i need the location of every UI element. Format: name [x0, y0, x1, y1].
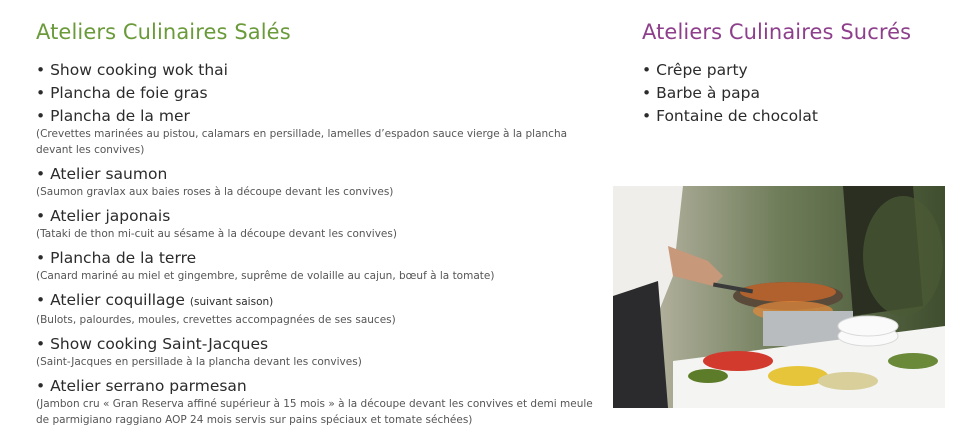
savory-item-name: • Plancha de la terre: [36, 248, 596, 268]
savory-item: [36, 248, 596, 284]
sweet-item-name: • Crêpe party: [642, 60, 952, 80]
savory-item: [36, 376, 596, 428]
savory-item-name-text: Atelier coquillage: [50, 291, 185, 309]
sweet-item-name: • Barbe à papa: [642, 83, 952, 103]
savory-item-description: (Saumon gravlax aux baies roses à la découpe devant les convives): [36, 186, 394, 198]
savory-item-description: (Jambon cru « Gran Reserva affiné supérieur à 15 mois » à la découpe devant les convives et demi meule de parmigiano raggiano AOP 24 mois servis sur pains spéciaux et tomate séchées): [36, 398, 593, 426]
savory-item-description: (Saint-Jacques en persillade à la plancha devant les convives): [36, 356, 362, 368]
savory-item-description: (Bulots, palourdes, moules, crevettes accompagnées de ses sauces): [36, 314, 396, 326]
savory-item: [36, 83, 596, 103]
chef-cooking-photo: [613, 186, 945, 408]
savory-item-name: • Show cooking wok thai: [36, 60, 596, 80]
savory-item-name: • Atelier serrano parmesan: [36, 376, 596, 396]
sweet-item-name: • Fontaine de chocolat: [642, 106, 952, 126]
sweet-title: Ateliers Culinaires Sucrés: [642, 20, 912, 44]
sweet-workshops-section: [642, 20, 952, 129]
savory-workshops-section: [36, 20, 596, 434]
savory-item: [36, 164, 596, 200]
savory-item-description: (Tataki de thon mi-cuit au sésame à la découpe devant les convives): [36, 228, 397, 240]
savory-item-name: • Plancha de foie gras: [36, 83, 596, 103]
savory-item-name: • Plancha de la mer: [36, 106, 596, 126]
sweet-item: [642, 83, 952, 103]
savory-item: [36, 206, 596, 242]
savory-item-name: [36, 290, 596, 312]
sweet-item: [642, 106, 952, 126]
savory-item: [36, 290, 596, 328]
savory-title: Ateliers Culinaires Salés: [36, 20, 291, 44]
savory-item-description: (Canard mariné au miel et gingembre, suprême de volaille au cajun, bœuf à la tomate): [36, 270, 495, 282]
savory-item-name: • Show cooking Saint-Jacques: [36, 334, 596, 354]
savory-item-note: (suivant saison): [189, 296, 274, 308]
sweet-item: [642, 60, 952, 80]
savory-item: [36, 60, 596, 80]
savory-item-name: • Atelier japonais: [36, 206, 596, 226]
savory-item-name: • Atelier saumon: [36, 164, 596, 184]
savory-item: [36, 334, 596, 370]
savory-item-description: (Crevettes marinées au pistou, calamars en persillade, lamelles d’espadon sauce vierge à la plancha devant les convives): [36, 128, 568, 156]
savory-item: [36, 106, 596, 158]
